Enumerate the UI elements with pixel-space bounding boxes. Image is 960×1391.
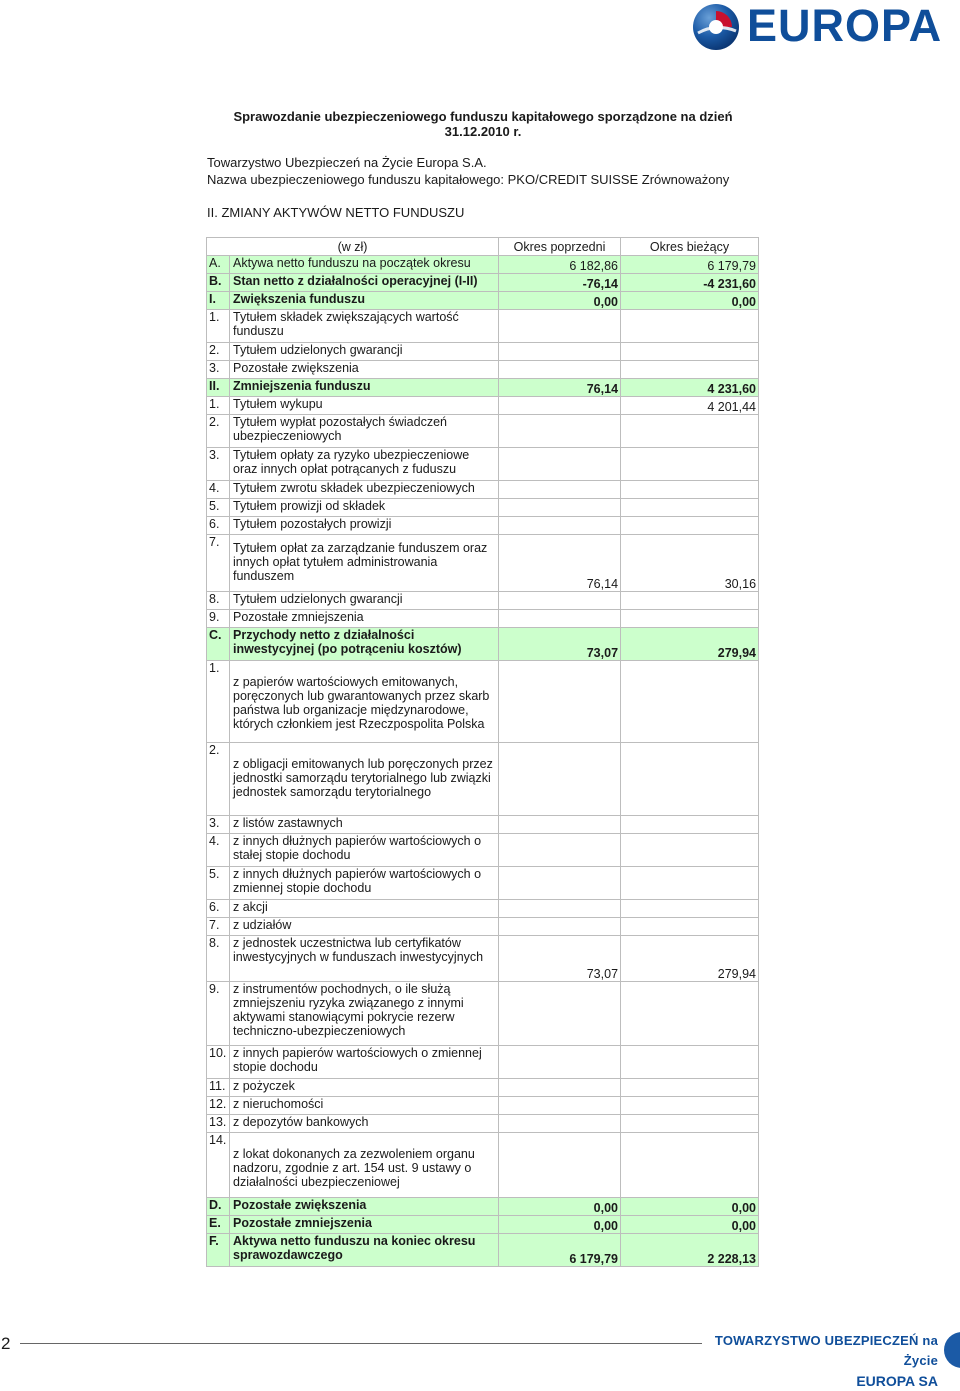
table-row xyxy=(207,292,759,310)
previous-period-value xyxy=(499,661,621,743)
page-number: 2 xyxy=(1,1334,11,1353)
previous-period-value xyxy=(499,918,621,936)
row-label: Tytułem udzielonych gwarancji xyxy=(230,343,499,361)
current-period-value xyxy=(621,1133,759,1198)
previous-period-value xyxy=(499,592,621,610)
current-period-value xyxy=(621,499,759,517)
table-row xyxy=(207,535,759,592)
previous-period-value: 0,00 xyxy=(499,1216,621,1234)
table-row xyxy=(207,1115,759,1133)
row-number: 3. xyxy=(207,361,230,379)
row-number: E. xyxy=(207,1216,230,1234)
row-label: Zmniejszenia funduszu xyxy=(230,379,499,397)
current-period-value xyxy=(621,816,759,834)
previous-period-value xyxy=(499,415,621,448)
table-row xyxy=(207,834,759,867)
row-number: 1. xyxy=(207,661,230,743)
current-period-value: 4 231,60 xyxy=(621,379,759,397)
row-label: Tytułem pozostałych prowizji xyxy=(230,517,499,535)
previous-period-value xyxy=(499,816,621,834)
row-number: 1. xyxy=(207,397,230,415)
report-title-line2: 31.12.2010 r. xyxy=(444,124,522,139)
previous-period-value xyxy=(499,1115,621,1133)
previous-period-value xyxy=(499,1133,621,1198)
row-number: 12. xyxy=(207,1097,230,1115)
table-row xyxy=(207,610,759,628)
row-label: z obligacji emitowanych lub poręczonych przez jednostki samorządu terytorialnego lub związki jednostek samorządu terytorialnego xyxy=(230,743,499,816)
previous-period-value: 0,00 xyxy=(499,1198,621,1216)
table-row xyxy=(207,743,759,816)
current-period-value xyxy=(621,310,759,343)
previous-period-value xyxy=(499,743,621,816)
row-number: 2. xyxy=(207,415,230,448)
row-number: 10. xyxy=(207,1046,230,1079)
table-row xyxy=(207,499,759,517)
previous-period-value xyxy=(499,343,621,361)
fund-name: Nazwa ubezpieczeniowego funduszu kapitałowego: PKO/CREDIT SUISSE Zrównoważony xyxy=(207,172,730,187)
previous-period-value: -76,14 xyxy=(499,274,621,292)
row-label: z instrumentów pochodnych, o ile służą zmniejszeniu ryzyka związanego z innymi aktywami stanowiącymi pokrycie rezerw techniczno-ubezpieczeniowych xyxy=(230,982,499,1046)
row-label: z jednostek uczestnictwa lub certyfikatów inwestycyjnych w funduszach inwestycyjnych xyxy=(230,936,499,982)
row-label: z innych dłużnych papierów wartościowych o stałej stopie dochodu xyxy=(230,834,499,867)
row-label: Aktywa netto funduszu na koniec okresu sprawozdawczego xyxy=(230,1234,499,1267)
table-row xyxy=(207,1216,759,1234)
footer-company xyxy=(714,1331,938,1391)
row-label: Tytułem składek zwiększających wartość funduszu xyxy=(230,310,499,343)
table-row xyxy=(207,592,759,610)
row-label: Tytułem opłaty za ryzyko ubezpieczeniowe oraz innych opłat potrącanych z fuduszu xyxy=(230,448,499,481)
report-title xyxy=(200,109,766,139)
table-row xyxy=(207,1234,759,1267)
current-period-value xyxy=(621,918,759,936)
previous-period-value xyxy=(499,517,621,535)
table-row xyxy=(207,1079,759,1097)
row-label: Aktywa netto funduszu na początek okresu xyxy=(230,256,499,274)
current-period-value: 30,16 xyxy=(621,535,759,592)
previous-period-value xyxy=(499,900,621,918)
row-number: 7. xyxy=(207,918,230,936)
row-label: Przychody netto z działalności inwestycyjnej (po potrąceniu kosztów) xyxy=(230,628,499,661)
row-label: z pożyczek xyxy=(230,1079,499,1097)
table-row xyxy=(207,397,759,415)
table-row xyxy=(207,256,759,274)
row-label: Tytułem udzielonych gwarancji xyxy=(230,592,499,610)
previous-period-value: 6 179,79 xyxy=(499,1234,621,1267)
table-row xyxy=(207,310,759,343)
row-number: 2. xyxy=(207,343,230,361)
row-number: C. xyxy=(207,628,230,661)
row-number: 2. xyxy=(207,743,230,816)
row-label: z depozytów bankowych xyxy=(230,1115,499,1133)
current-period-value xyxy=(621,343,759,361)
table-row xyxy=(207,481,759,499)
row-label: Zwiększenia funduszu xyxy=(230,292,499,310)
current-period-value: 279,94 xyxy=(621,936,759,982)
table-row xyxy=(207,900,759,918)
previous-period-value: 76,14 xyxy=(499,379,621,397)
table-row xyxy=(207,661,759,743)
row-number: 8. xyxy=(207,936,230,982)
table-row xyxy=(207,415,759,448)
row-number: 4. xyxy=(207,481,230,499)
footer-globe-icon xyxy=(942,1330,960,1370)
row-number: 9. xyxy=(207,982,230,1046)
row-label: z listów zastawnych xyxy=(230,816,499,834)
table-row xyxy=(207,982,759,1046)
row-number: 5. xyxy=(207,867,230,900)
table-row xyxy=(207,918,759,936)
row-number: 4. xyxy=(207,834,230,867)
table-row xyxy=(207,816,759,834)
current-period-value xyxy=(621,481,759,499)
current-period-value xyxy=(621,834,759,867)
row-label: Tytułem prowizji od składek xyxy=(230,499,499,517)
current-period-value xyxy=(621,1097,759,1115)
table-row xyxy=(207,1097,759,1115)
current-period-value xyxy=(621,610,759,628)
section-heading: II. ZMIANY AKTYWÓW NETTO FUNDUSZU xyxy=(207,205,465,220)
row-label: z akcji xyxy=(230,900,499,918)
europa-globe-icon xyxy=(692,3,740,51)
row-label: Pozostałe zmniejszenia xyxy=(230,610,499,628)
previous-period-value: 73,07 xyxy=(499,628,621,661)
table-row xyxy=(207,936,759,982)
row-label: z papierów wartościowych emitowanych, poręczonych lub gwarantowanych przez skarb państwa lub organizacje międzynarodowe, których członkiem jest Rzeczpospolita Polska xyxy=(230,661,499,743)
previous-period-value xyxy=(499,834,621,867)
row-label: Tytułem opłat za zarządzanie funduszem oraz innych opłat tytułem administrowania funduszem xyxy=(230,535,499,592)
current-period-value: 6 179,79 xyxy=(621,256,759,274)
row-number: 6. xyxy=(207,517,230,535)
current-period-value xyxy=(621,743,759,816)
net-assets-changes-table xyxy=(206,237,759,1267)
row-label: Tytułem zwrotu składek ubezpieczeniowych xyxy=(230,481,499,499)
current-period-header: Okres bieżący xyxy=(621,238,759,256)
table-row xyxy=(207,379,759,397)
previous-period-value xyxy=(499,481,621,499)
current-period-value xyxy=(621,592,759,610)
table-row xyxy=(207,867,759,900)
row-number: 5. xyxy=(207,499,230,517)
row-number: F. xyxy=(207,1234,230,1267)
previous-period-value xyxy=(499,448,621,481)
previous-period-value xyxy=(499,1046,621,1079)
row-number: 9. xyxy=(207,610,230,628)
current-period-value xyxy=(621,900,759,918)
table-row xyxy=(207,274,759,292)
current-period-value: 279,94 xyxy=(621,628,759,661)
table-row xyxy=(207,343,759,361)
current-period-value xyxy=(621,517,759,535)
previous-period-value xyxy=(499,499,621,517)
table-row xyxy=(207,628,759,661)
previous-period-value xyxy=(499,982,621,1046)
footer-divider xyxy=(20,1343,702,1344)
row-number: 11. xyxy=(207,1079,230,1097)
row-number: D. xyxy=(207,1198,230,1216)
current-period-value: 2 228,13 xyxy=(621,1234,759,1267)
previous-period-value: 0,00 xyxy=(499,292,621,310)
table-row xyxy=(207,1133,759,1198)
previous-period-value: 6 182,86 xyxy=(499,256,621,274)
row-number: 3. xyxy=(207,448,230,481)
previous-period-value xyxy=(499,1079,621,1097)
row-number: 14. xyxy=(207,1133,230,1198)
row-number: 1. xyxy=(207,310,230,343)
row-number: 3. xyxy=(207,816,230,834)
footer-company-line2: EUROPA SA xyxy=(856,1373,938,1389)
row-number: 6. xyxy=(207,900,230,918)
table-row xyxy=(207,361,759,379)
logo-wordmark: EUROPA xyxy=(747,0,943,51)
current-period-value xyxy=(621,982,759,1046)
current-period-value xyxy=(621,448,759,481)
row-label: z innych papierów wartościowych o zmiennej stopie dochodu xyxy=(230,1046,499,1079)
current-period-value: -4 231,60 xyxy=(621,274,759,292)
row-label: Tytułem wykupu xyxy=(230,397,499,415)
row-label: z udziałów xyxy=(230,918,499,936)
previous-period-value xyxy=(499,867,621,900)
current-period-value xyxy=(621,1079,759,1097)
row-label: z lokat dokonanych za zezwoleniem organu nadzoru, zgodnie z art. 154 ust. 9 ustawy o działalności ubezpieczeniowej xyxy=(230,1133,499,1198)
current-period-value xyxy=(621,361,759,379)
table-row xyxy=(207,1046,759,1079)
current-period-value: 0,00 xyxy=(621,1216,759,1234)
row-number: II. xyxy=(207,379,230,397)
company-name: Towarzystwo Ubezpieczeń na Życie Europa S.A. xyxy=(207,155,487,170)
current-period-value xyxy=(621,661,759,743)
unit-header: (w zł) xyxy=(207,238,499,256)
current-period-value: 0,00 xyxy=(621,1198,759,1216)
footer-company-line1: TOWARZYSTWO UBEZPIECZEŃ na Życie xyxy=(714,1333,938,1368)
previous-period-value xyxy=(499,1097,621,1115)
table-header-row xyxy=(207,238,759,256)
row-number: I. xyxy=(207,292,230,310)
current-period-value xyxy=(621,1115,759,1133)
row-label: z nieruchomości xyxy=(230,1097,499,1115)
table-row xyxy=(207,448,759,481)
table-row xyxy=(207,1198,759,1216)
report-title-line1: Sprawozdanie ubezpieczeniowego funduszu kapitałowego sporządzone na dzień xyxy=(233,109,733,124)
current-period-value xyxy=(621,415,759,448)
previous-period-value: 73,07 xyxy=(499,936,621,982)
previous-period-value xyxy=(499,397,621,415)
current-period-value xyxy=(621,1046,759,1079)
europa-logo xyxy=(690,0,960,54)
current-period-value: 0,00 xyxy=(621,292,759,310)
row-label: z innych dłużnych papierów wartościowych o zmiennej stopie dochodu xyxy=(230,867,499,900)
previous-period-value xyxy=(499,310,621,343)
previous-period-value xyxy=(499,610,621,628)
previous-period-header: Okres poprzedni xyxy=(499,238,621,256)
row-label: Stan netto z działalności operacyjnej (I-II) xyxy=(230,274,499,292)
row-label: Pozostałe zmniejszenia xyxy=(230,1216,499,1234)
row-label: Pozostałe zwiększenia xyxy=(230,1198,499,1216)
current-period-value: 4 201,44 xyxy=(621,397,759,415)
previous-period-value: 76,14 xyxy=(499,535,621,592)
row-number: 13. xyxy=(207,1115,230,1133)
current-period-value xyxy=(621,867,759,900)
row-number: A. xyxy=(207,256,230,274)
row-number: B. xyxy=(207,274,230,292)
row-label: Pozostałe zwiększenia xyxy=(230,361,499,379)
row-number: 7. xyxy=(207,535,230,592)
row-number: 8. xyxy=(207,592,230,610)
table-row xyxy=(207,517,759,535)
previous-period-value xyxy=(499,361,621,379)
row-label: Tytułem wypłat pozostałych świadczeń ubezpieczeniowych xyxy=(230,415,499,448)
